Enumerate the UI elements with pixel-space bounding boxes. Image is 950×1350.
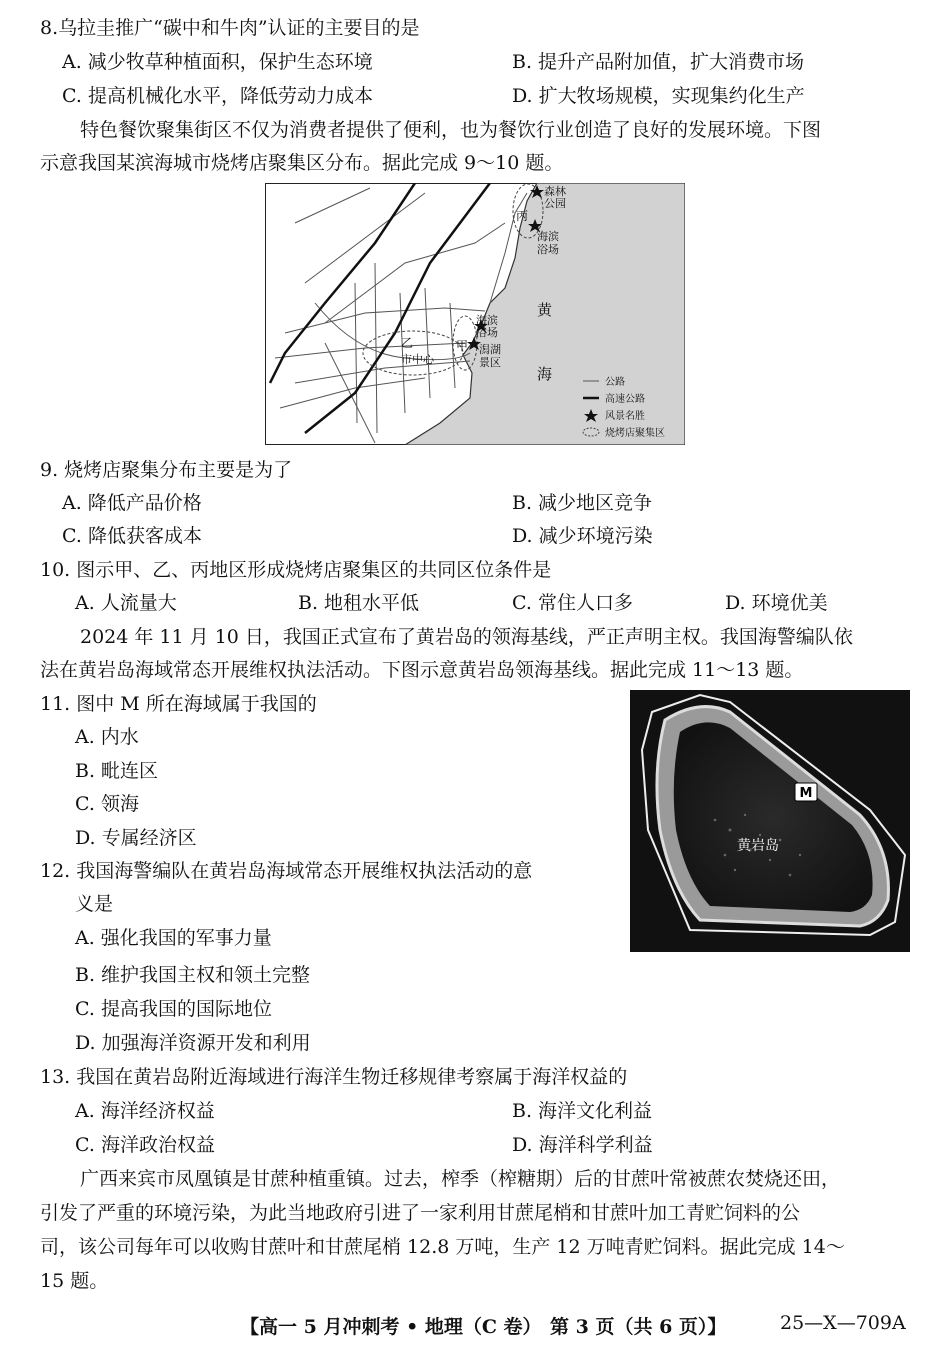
q8-option-b: B. 提升产品附加值，扩大消费市场 (512, 51, 805, 73)
intro9-line2: 示意我国某滨海城市烧烤店聚集区分布。据此完成 9～10 题。 (40, 152, 564, 174)
map-label-haibin-b-1: 海滨 (476, 314, 498, 327)
intro9-line1: 特色餐饮聚集街区不仅为消费者提供了便利，也为餐饮行业创造了良好的发展环境。下图 (80, 119, 822, 141)
map-label-yi: 乙 (401, 336, 414, 350)
q12-option-a: A. 强化我国的军事力量 (75, 927, 272, 949)
island-label: 黄岩岛 (737, 838, 779, 854)
q9-stem: 9. 烧烤店聚集分布主要是为了 (40, 459, 293, 481)
q8-stem: 8.乌拉圭推广“碳中和牛肉”认证的主要目的是 (40, 17, 420, 39)
q12-option-c: C. 提高我国的国际地位 (75, 998, 272, 1020)
q12-option-d: D. 加强海洋资源开发和利用 (75, 1032, 311, 1054)
legend-highway: 高速公路 (605, 394, 645, 405)
map-label-sea-2: 海 (537, 365, 553, 383)
map-label-jia: 甲 (456, 339, 469, 353)
q8-option-c: C. 提高机械化水平，降低劳动力成本 (62, 85, 373, 107)
map-label-haibin-b-2: 浴场 (476, 326, 498, 339)
footer-page: 第 3 页（共 6 页）】 (550, 1316, 727, 1338)
intro14-line1: 广西来宾市凤凰镇是甘蔗种植重镇。过去，榨季（榨糖期）后的甘蔗叶常被蔗农焚烧还田， (80, 1168, 841, 1190)
map-label-sea-1: 黄 (537, 301, 553, 319)
m-label: M (799, 786, 813, 801)
footer-title: 【高一 5 月冲刺考 • 地理（C 卷） (240, 1316, 542, 1338)
intro14-line4: 15 题。 (40, 1270, 109, 1292)
q9-option-a: A. 降低产品价格 (62, 492, 202, 514)
q10-option-d: D. 环境优美 (725, 592, 828, 614)
barbecue-cluster-map (265, 183, 685, 445)
q13-option-c: C. 海洋政治权益 (75, 1134, 215, 1156)
q10-option-c: C. 常住人口多 (512, 592, 633, 614)
footer-code: 25—X—709A (780, 1312, 906, 1334)
map-label-xihu-2: 景区 (479, 356, 501, 369)
q10-option-b: B. 地租水平低 (298, 592, 420, 614)
map-label-bing: 丙 (516, 209, 529, 223)
map-label-xihu-1: 潟湖 (479, 343, 501, 356)
q11-option-d: D. 专属经济区 (75, 827, 197, 849)
q11-stem: 11. 图中 M 所在海域属于我国的 (40, 693, 317, 715)
q9-option-b: B. 减少地区竞争 (512, 492, 653, 514)
q12-option-b: B. 维护我国主权和领土完整 (75, 964, 311, 986)
q9-option-d: D. 减少环境污染 (512, 525, 653, 547)
legend-road: 公路 (605, 377, 625, 388)
q10-stem: 10. 图示甲、乙、丙地区形成烧烤店聚集区的共同区位条件是 (40, 559, 552, 581)
map-label-senlin-2: 公园 (544, 197, 566, 210)
legend-cluster: 烧烤店聚集区 (605, 428, 665, 439)
q13-option-a: A. 海洋经济权益 (75, 1100, 215, 1122)
intro11-line1: 2024 年 11 月 10 日，我国正式宣布了黄岩岛的领海基线，严正声明主权。我国海警编队依 (80, 626, 853, 648)
q11-option-a: A. 内水 (75, 726, 139, 748)
intro14-line2: 引发了严重的环境污染，为此当地政府引进了一家利用甘蔗尾梢和甘蔗叶加工青贮饲料的公 (40, 1202, 801, 1224)
q13-option-b: B. 海洋文化利益 (512, 1100, 653, 1122)
q10-option-a: A. 人流量大 (75, 592, 177, 614)
q11-option-c: C. 领海 (75, 793, 139, 815)
q9-option-c: C. 降低获客成本 (62, 525, 202, 547)
intro11-line2: 法在黄岩岛海域常态开展维权执法活动。下图示意黄岩岛领海基线。据此完成 11～13 题。 (40, 659, 804, 681)
map-label-center: 市中心 (401, 353, 434, 366)
q12-stem-line1: 12. 我国海警编队在黄岩岛海域常态开展维权执法活动的意 (40, 860, 533, 882)
map-label-haibin-a-1: 海滨 (537, 230, 559, 243)
q8-option-d: D. 扩大牧场规模，实现集约化生产 (512, 85, 805, 107)
legend-scenic: 风景名胜 (605, 411, 645, 422)
map-label-haibin-a-2: 浴场 (537, 243, 559, 256)
intro14-line3: 司，该公司每年可以收购甘蔗叶和甘蔗尾梢 12.8 万吨，生产 12 万吨青贮饲料。据此完成 14～ (40, 1236, 845, 1258)
huangyan-island-figure (630, 690, 910, 952)
q12-stem-line2: 义是 (75, 893, 114, 915)
q13-stem: 13. 我国在黄岩岛附近海域进行海洋生物迁移规律考察属于海洋权益的 (40, 1066, 628, 1088)
map-label-senlin-1: 森林 (544, 185, 566, 198)
q13-option-d: D. 海洋科学利益 (512, 1134, 653, 1156)
q8-option-a: A. 减少牧草种植面积，保护生态环境 (62, 51, 373, 73)
q11-option-b: B. 毗连区 (75, 760, 159, 782)
